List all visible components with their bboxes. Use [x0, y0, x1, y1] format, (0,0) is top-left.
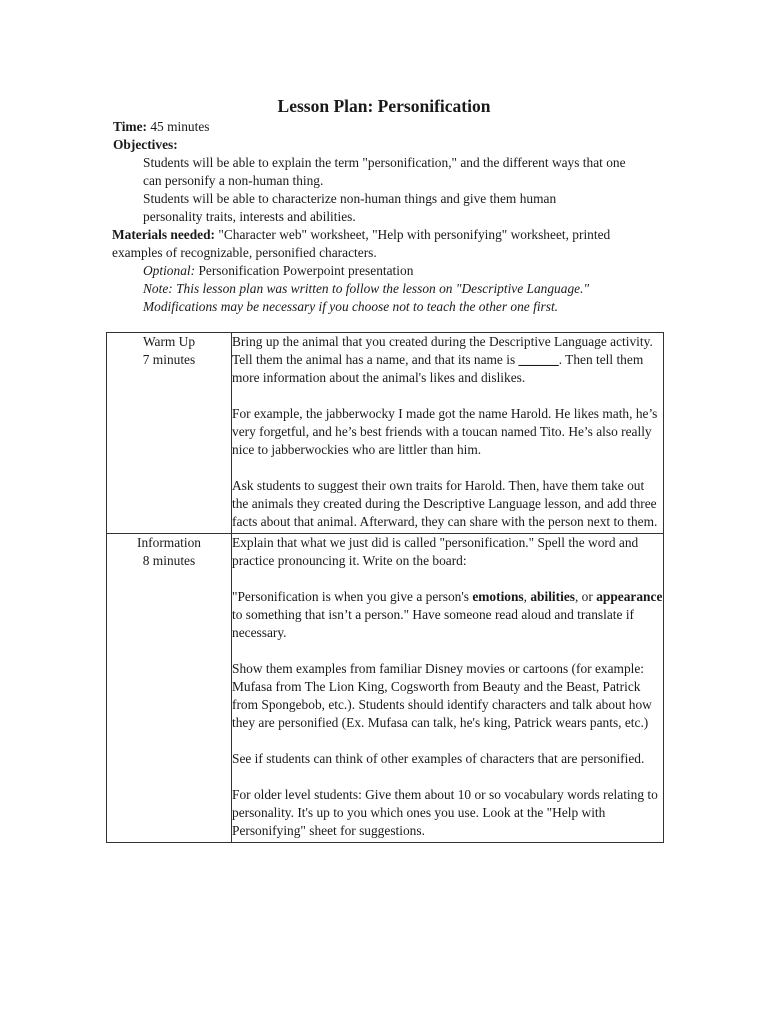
section-label-cell — [107, 333, 232, 534]
section-name: Warm Up — [142, 334, 196, 349]
time-value: 45 minutes — [150, 119, 210, 134]
optional-line — [113, 262, 673, 280]
section-name: Information — [137, 535, 201, 550]
lesson-header — [113, 118, 673, 316]
objective-item: Students will be able to explain the term "personification," and the different ways that one can personify a non-human thing. — [143, 155, 626, 188]
note-text: Note: This lesson plan was written to follow the lesson on "Descriptive Language." Modifications may be necessary if you choose not to teach the other one first. — [143, 281, 590, 314]
emphasis-appearance: appearance — [596, 589, 663, 604]
emphasis-abilities: abilities — [530, 589, 575, 604]
fill-in-blank: ______ — [518, 352, 559, 367]
paragraph: For older level students: Give them about 10 or so vocabulary words relating to personality. It's up to you which ones you use. Look at the "Help with Personifying" sheet for suggestions. — [232, 787, 658, 838]
objective-item: Students will be able to characterize non-human things and give them human personality traits, interests and abilities. — [143, 191, 557, 224]
optional-label: Optional: — [143, 263, 196, 278]
materials-value: "Character web" worksheet, "Help with personifying" worksheet, printed examples of recognizable, personified characters. — [112, 227, 611, 260]
paragraph: Explain that what we just did is called "personification." Spell the word and practice pronouncing it. Write on the board: — [232, 535, 639, 568]
paragraph: For example, the jabberwocky I made got the name Harold. He likes math, he’s very forgetful, and he’s best friends with a toucan named Tito. He’s also really nice to jabberwockies who are littler than him. — [232, 406, 658, 457]
section-label-cell — [107, 534, 232, 843]
paragraph: Ask students to suggest their own traits for Harold. Then, have them take out the animals they created during the Descriptive Language lesson, and add three facts about that animal. Afterward, they can share with the person next to them. — [232, 478, 658, 529]
materials-label: Materials needed: — [112, 227, 216, 242]
section-duration: 8 minutes — [142, 553, 196, 568]
paragraph: Bring up the animal that you created during the Descriptive Language activity. Tell them the animal has a name, and that its name is ______. Then tell them more information about the animal's likes and dislikes. — [232, 334, 653, 385]
paragraph: Show them examples from familiar Disney movies or cartoons (for example: Mufasa from The Lion King, Cogsworth from Beauty and the Beast, Patrick from Spongebob, etc.). Students should identify characters and talk about how they are personified (Ex. Mufasa can talk, he's king, Patrick wears pants, etc.) — [232, 661, 652, 730]
table-row — [107, 333, 664, 534]
time-line — [113, 118, 673, 136]
page-title: Lesson Plan: Personification — [277, 96, 491, 116]
section-content-cell — [232, 333, 664, 534]
emphasis-emotions: emotions — [472, 589, 524, 604]
paragraph: See if students can think of other examples of characters that are personified. — [232, 751, 645, 766]
definition-paragraph: "Personification is when you give a person's emotions, abilities, or appearance to something that isn’t a person." Have someone read aloud and translate if necessary. — [232, 589, 663, 640]
lesson-table — [106, 332, 664, 843]
objectives-label: Objectives: — [113, 137, 178, 152]
table-row — [107, 534, 664, 843]
time-label: Time: — [113, 119, 147, 134]
materials-line — [112, 226, 632, 262]
section-duration: 7 minutes — [142, 352, 196, 367]
section-content-cell — [232, 534, 664, 843]
optional-value: Personification Powerpoint presentation — [198, 263, 414, 278]
